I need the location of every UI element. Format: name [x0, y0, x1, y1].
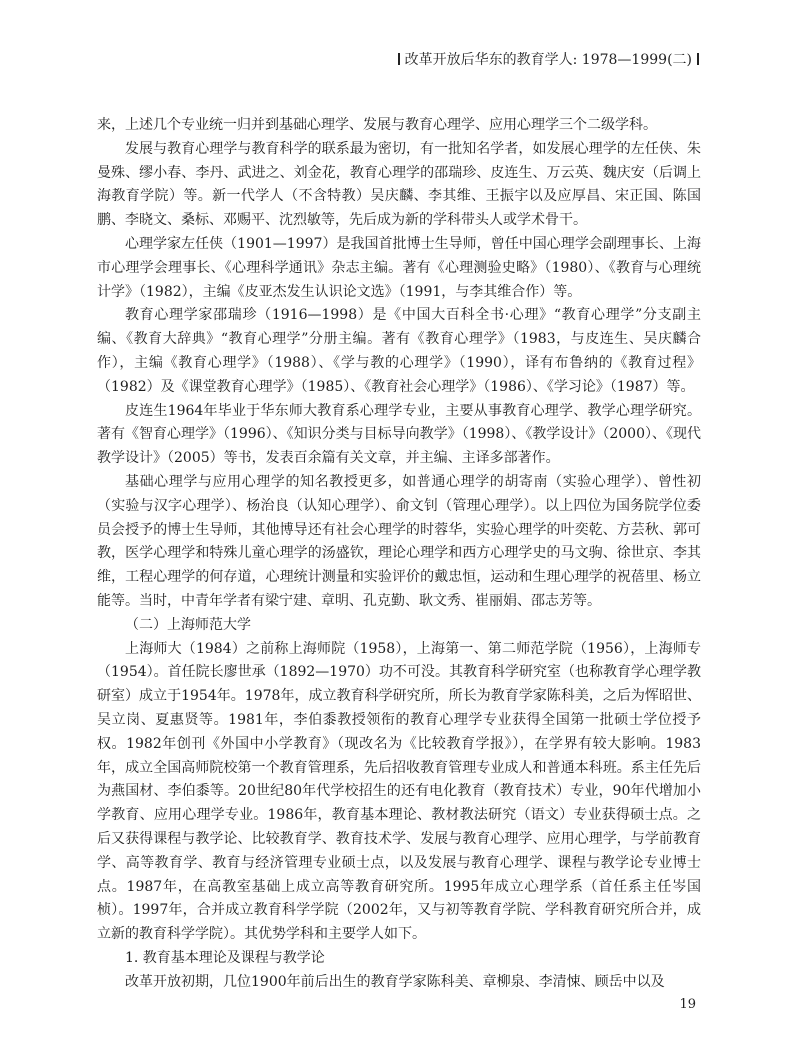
paragraph-continued: 来，上述几个专业统一归并到基础心理学、发展与教育心理学、应用心理学三个二级学科。 [97, 117, 657, 133]
paragraph: 心理学家左任侠（1901—1997）是我国首批博士生导师，曾任中国心理学会副理事长、上海市心理学会理事长、《心理科学通讯》杂志主编。著有《心理测验史略》（1980）、《教育与心理统计学》（1982），主编《皮亚杰发生认识论文选》（1991，与李其维合作）等。 [97, 235, 701, 300]
paragraph: 发展与教育心理学与教育科学的联系最为密切，有一批知名学者，如发展心理学的左任侠、朱曼殊、缪小春、李丹、武进之、刘金花，教育心理学的邵瑞珍、皮连生、万云英、魏庆安（后调上海教育学院）等。新一代学人（不含特教）吴庆麟、李其维、王振宇以及应厚昌、宋正国、陈国鹏、李晓文、桑标、邓赐平、沈烈敏等，先后成为新的学科带头人或学术骨干。 [97, 140, 701, 229]
paragraph: 改革开放初期，几位1900年前后出生的教育学家陈科美、章柳泉、李清悚、顾岳中以及 [125, 973, 665, 990]
paragraph: 教育心理学家邵瑞珍（1916—1998）是《中国大百科全书·心理》“教育心理学”分支副主编、《教育大辞典》“教育心理学”分册主编。著有《教育心理学》（1983，与皮连生、吴庆麟合作），主编《教育心理学》（1988）、《学与教的心理学》（1990），译有布鲁纳的《教育过程》（1982）及《课堂教育心理学》（1985）、《教育社会心理学》（1986）、《学习论》（1987）等。 [97, 307, 701, 395]
paragraph: 皮连生1964年毕业于华东师大教育系心理学专业，主要从事教育心理学、教学心理学研究。著有《智育心理学》（1996）、《知识分类与目标导向教学》（1998）、《教学设计》（2000）、《现代教学设计》（2005）等书，发表百余篇有关文章，并主编、主译多部著作。 [97, 402, 701, 467]
header-bar-right [697, 53, 699, 65]
running-header-title: 改革开放后华东的教育学人: 1978—1999(二) [404, 52, 692, 68]
body-text [97, 114, 701, 994]
page-number: 19 [679, 997, 696, 1012]
subsection-heading: 1. 教育基本理论及课程与教学论 [125, 949, 325, 966]
paragraph: 上海师大（1984）之前称上海师院（1958），上海第一、第二师范学院（1956），上海师专（1954）。首任院长廖世承（1892—1970）功不可没。其教育科学研究室（也称教育学心理学教研室）成立于1954年。1978年，成立教育科学研究所，所长为教育学家陈科美，之后为恽昭世、吴立岗、夏惠贤等。1981年，李伯黍教授领衔的教育心理学专业获得全国第一批硕士学位授予权。1982年创刊《外国中小学教育》（现改名为《比较教育学报》），在学界有较大影响。1983年，成立全国高师院校第一个教育管理系，先后招收教育管理专业成人和普通本科班。系主任先后为燕国材、李伯黍等。20世纪80年代学校招生的还有电化教育（教育技术）专业，90年代增加小学教育、应用心理学专业。1986年，教育基本理论、教材教法研究（语文）专业获得硕士点。之后又获得课程与教学论、比较教育学、教育技术学、发展与教育心理学、应用心理学，与学前教育学、高等教育学、教育与经济管理专业硕士点，以及发展与教育心理学、课程与教学论专业博士点。1987年，在高教室基础上成立高等教育研究所。1995年成立心理学系（首任系主任岑国桢）。1997年，合并成立教育科学学院（2002年，又与初等教育学院、学科教育研究所合并，成立新的教育科学学院）。其优势学科和主要学人如下。 [97, 640, 701, 943]
running-header [393, 51, 704, 69]
paragraph: 基础心理学与应用心理学的知名教授更多，如普通心理学的胡寄南（实验心理学）、曾性初（实验与汉字心理学）、杨治良（认知心理学）、俞文钊（管理心理学）。以上四位为国务院学位委员会授予的博士生导师，其他博导还有社会心理学的时蓉华，实验心理学的叶奕乾、方芸秋、郭可教，医学心理学和特殊儿童心理学的汤盛钦，理论心理学和西方心理学史的马文驹、徐世京、李其维，工程心理学的何存道，心理统计测量和实验评价的戴忠恒，运动和生理心理学的祝蓓里、杨立能等。当时，中青年学者有梁宁建、章明、孔克勤、耿文秀、崔丽娟、邵志芳等。 [97, 473, 701, 609]
section-heading: （二）上海师范大学 [125, 616, 251, 633]
header-bar-left [398, 53, 400, 65]
